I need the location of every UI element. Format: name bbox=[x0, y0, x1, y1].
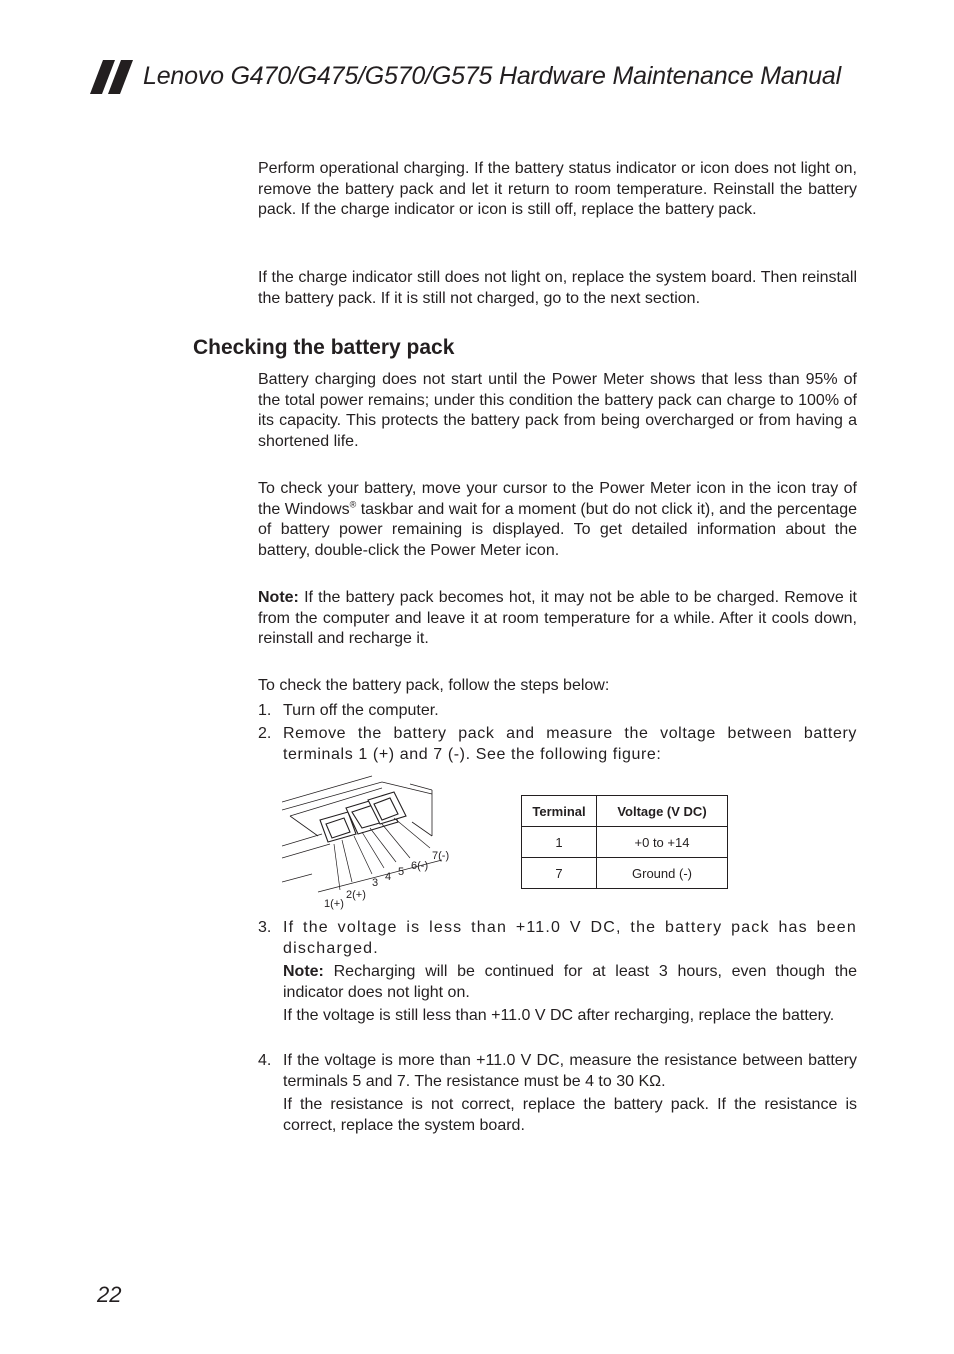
registered-mark: ® bbox=[349, 499, 357, 510]
note-paragraph bbox=[258, 588, 857, 650]
table-row bbox=[522, 858, 728, 889]
step-number: 4. bbox=[258, 1052, 272, 1069]
step-text: If the voltage is less than +11.0 V DC, the battery pack has been discharged. bbox=[283, 919, 857, 957]
intro-block bbox=[258, 159, 857, 221]
step-text: Remove the battery pack and measure the voltage between battery terminals 1 (+) and 7 (-). See the following figure: bbox=[283, 725, 857, 763]
note-label: Note: bbox=[258, 589, 299, 606]
step-number: 2. bbox=[258, 725, 272, 742]
table-cell: 1 bbox=[522, 827, 597, 858]
terminal-label-6: 6(-) bbox=[411, 860, 429, 872]
table-row bbox=[522, 827, 728, 858]
section-paragraph-1: Battery charging does not start until the Power Meter shows that less than 95% of the total power remains; under this condition the battery pack can charge to 100% of its capacity. This protects the battery pack from being overcharged or from having a shortened life. bbox=[258, 371, 857, 450]
page-number: 22 bbox=[97, 1282, 122, 1307]
step-1 bbox=[258, 700, 857, 721]
section-paragraph-1-block bbox=[258, 370, 857, 452]
step-4 bbox=[258, 1050, 857, 1136]
intro-paragraph-2: If the charge indicator still does not light on, replace the system board. Then reinstall the battery pack. If it is still not charged, go to the next section. bbox=[258, 269, 857, 307]
table-cell: Ground (-) bbox=[597, 858, 728, 889]
step-4-extra: If the resistance is not correct, replace the battery pack. If the resistance is correct, replace the system board. bbox=[283, 1096, 857, 1134]
paragraph-2-part-a: To check your battery, move your cursor to the Power Meter icon in the icon tray of the Windows bbox=[258, 480, 857, 518]
step-3 bbox=[258, 917, 857, 1026]
step-number: 3. bbox=[258, 919, 272, 936]
terminal-voltage-table bbox=[521, 795, 728, 889]
steps-intro-block bbox=[258, 676, 857, 697]
table-cell: 7 bbox=[522, 858, 597, 889]
steps-intro: To check the battery pack, follow the steps below: bbox=[258, 677, 610, 694]
terminal-label-1: 1(+) bbox=[324, 898, 344, 910]
section-heading: Checking the battery pack bbox=[193, 336, 455, 359]
table-header-row bbox=[522, 796, 728, 827]
terminal-label-5: 5 bbox=[398, 866, 405, 878]
table-cell: +0 to +14 bbox=[597, 827, 728, 858]
note-block bbox=[258, 588, 857, 650]
terminal-label-3: 3 bbox=[372, 877, 379, 889]
step-3-extra: If the voltage is still less than +11.0 V DC after recharging, replace the battery. bbox=[283, 1007, 835, 1024]
manual-title: Lenovo G470/G475/G570/G575 Hardware Maintenance Manual bbox=[143, 62, 841, 90]
step-number: 1. bbox=[258, 702, 272, 719]
battery-terminal-figure bbox=[282, 774, 462, 914]
step-text: If the voltage is more than +11.0 V DC, measure the resistance between battery terminals 5 and 7. The resistance must be 4 to 30 KΩ. bbox=[283, 1052, 857, 1090]
header-slash-mark-icon bbox=[90, 60, 134, 94]
terminal-label-7: 7(-) bbox=[432, 850, 450, 862]
note-label: Note: bbox=[283, 963, 324, 980]
intro-block-2 bbox=[258, 268, 857, 309]
section-paragraph-2 bbox=[258, 479, 857, 561]
note-text: Recharging will be continued for at least 3 hours, even though the indicator does not light on. bbox=[283, 963, 857, 1001]
step-3-note bbox=[283, 961, 857, 1003]
paragraph-2-part-b: taskbar and wait for a moment (but do not click it), and the percentage of battery power remaining is displayed. To get detailed information about the battery, double-click the Power Meter icon. bbox=[258, 500, 858, 559]
step-2 bbox=[258, 723, 857, 765]
table-header-voltage: Voltage (V DC) bbox=[597, 796, 728, 827]
step-text: Turn off the computer. bbox=[283, 702, 439, 719]
terminal-label-4: 4 bbox=[385, 871, 392, 883]
note-text: If the battery pack becomes hot, it may not be able to be charged. Remove it from the computer and leave it at room temperature for a while. After it cools down, reinstall and recharge it. bbox=[258, 589, 857, 648]
section-paragraph-2-block bbox=[258, 479, 857, 561]
intro-paragraph-1: Perform operational charging. If the battery status indicator or icon does not light on, remove the battery pack and let it return to room temperature. Reinstall the battery pack. If the charge indicator or icon is still off, replace the battery pack. bbox=[258, 160, 857, 219]
table-header-terminal: Terminal bbox=[522, 796, 597, 827]
terminal-label-2: 2(+) bbox=[346, 889, 366, 901]
